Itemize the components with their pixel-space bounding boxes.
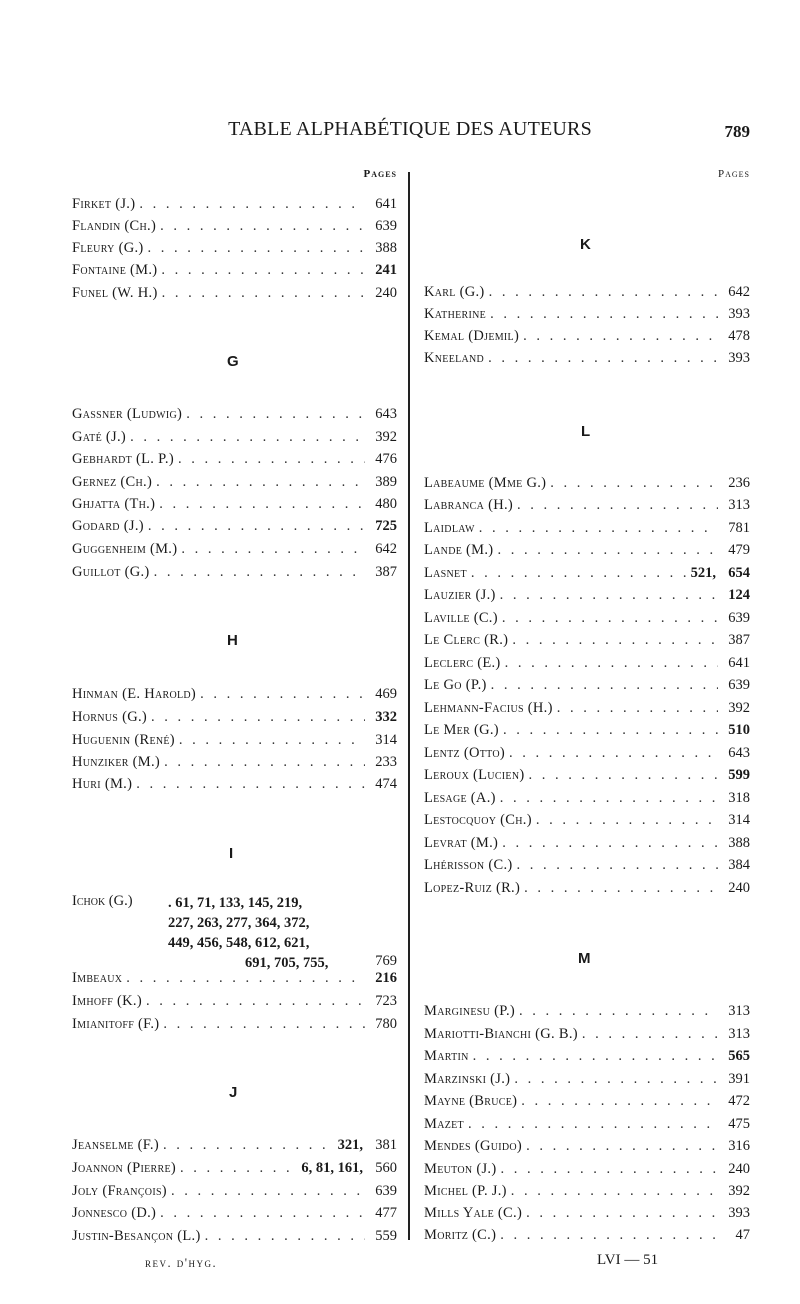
author-name: Katherine: [424, 306, 487, 322]
author-name: Mayne (Bruce): [424, 1093, 518, 1109]
author-name: Justin-Besançon (L.): [72, 1228, 201, 1244]
author-name: Fontaine (M.): [72, 262, 158, 278]
leader-dots: [156, 471, 365, 493]
author-name: Le Mer (G.): [424, 722, 499, 738]
leader-dots: [500, 787, 718, 809]
index-entry: [424, 629, 750, 651]
index-entry: [72, 1013, 397, 1035]
author-name: Leroux (Lucien): [424, 767, 525, 783]
index-entry: [424, 1045, 750, 1067]
page-ref: 318: [728, 790, 750, 806]
page-ref: 560: [375, 1160, 397, 1176]
leader-dots: [154, 561, 365, 583]
page-ref: 469: [375, 686, 397, 702]
index-entry: [424, 832, 750, 854]
page-ref: 392: [728, 700, 750, 716]
leader-dots: [502, 607, 718, 629]
leader-dots: [473, 1045, 718, 1067]
page-ref: 475: [728, 1116, 750, 1132]
leader-dots: [148, 515, 365, 537]
leader-dots: [162, 282, 365, 304]
page-ref: 393: [728, 1205, 750, 1221]
leader-dots: [180, 1157, 297, 1179]
page-ref: 316: [728, 1138, 750, 1154]
section-letter-h: H: [227, 632, 238, 649]
author-name: Marginesu (P.): [424, 1003, 516, 1019]
leader-dots: [151, 706, 365, 728]
page-ref: 313: [728, 1026, 750, 1042]
leader-dots: [179, 729, 365, 751]
author-name: Moritz (C.): [424, 1227, 497, 1243]
index-entry: [424, 742, 750, 764]
page-ref: 769: [375, 953, 397, 969]
author-name: Ghjatta (Th.): [72, 496, 156, 512]
leader-dots: [511, 1180, 718, 1202]
author-name: Jeanselme (F.): [72, 1137, 159, 1153]
section-letter-m: M: [578, 950, 591, 967]
leader-dots: [505, 652, 718, 674]
page-ref: 479: [728, 542, 750, 558]
footer-journal-abbrev: rev. d'hyg.: [145, 1256, 218, 1270]
index-entry: [72, 237, 397, 259]
page-ref-extra: 321,: [337, 1137, 363, 1153]
page-ref: 643: [375, 406, 397, 422]
leader-dots: [500, 1158, 718, 1180]
author-name: Flandin (Ch.): [72, 218, 157, 234]
author-name: Lopez-Ruiz (R.): [424, 880, 521, 896]
author-name: Imhoff (K.): [72, 993, 142, 1009]
leader-dots: [200, 683, 365, 705]
author-name: Michel (P. J.): [424, 1183, 507, 1199]
author-name: Joly (François): [72, 1183, 167, 1199]
index-entry: [424, 652, 750, 674]
author-name: Firket (J.): [72, 196, 136, 212]
author-name: Lauzier (J.): [424, 587, 496, 603]
index-entry: [424, 1090, 750, 1112]
page-ref: 392: [375, 429, 397, 445]
leader-dots: [497, 539, 718, 561]
index-entry: [424, 1224, 750, 1246]
leader-dots: [489, 281, 718, 303]
leader-dots: [529, 764, 719, 786]
leader-dots: [181, 538, 365, 560]
leader-dots: [146, 990, 365, 1012]
page-ref: 314: [375, 732, 397, 748]
page-ref: 480: [375, 496, 397, 512]
leader-dots: [557, 697, 718, 719]
index-entry: [424, 472, 750, 494]
leader-dots: [164, 751, 365, 773]
index-entry: [72, 1157, 397, 1179]
page-ref: 391: [728, 1071, 750, 1087]
column-divider: [408, 172, 410, 1240]
page-ref: 392: [728, 1183, 750, 1199]
page-ref: 384: [728, 857, 750, 873]
page-ref: 510: [728, 722, 750, 738]
leader-dots: [148, 237, 365, 259]
index-entry: [424, 303, 750, 325]
column-header-pages-right: Pages: [717, 168, 750, 180]
author-name: Labranca (H.): [424, 497, 514, 513]
author-name: Labeaume (Mme G.): [424, 475, 547, 491]
index-entry: [424, 325, 750, 347]
page-refs-line: 691, 705, 755,: [245, 955, 329, 971]
author-name: Kemal (Djemil): [424, 328, 520, 344]
index-entry: [424, 1135, 750, 1157]
page-ref: 639: [728, 677, 750, 693]
page-ref: 476: [375, 451, 397, 467]
leader-dots: [514, 1068, 718, 1090]
index-entry: [72, 1225, 397, 1247]
section-letter-k: K: [580, 236, 591, 253]
section-letter-l: L: [581, 423, 591, 440]
leader-dots: [512, 629, 718, 651]
author-name: Huri (M.): [72, 776, 133, 792]
page-ref: 472: [728, 1093, 750, 1109]
author-name: Imbeaux: [72, 970, 123, 986]
author-name: Guggenheim (M.): [72, 541, 178, 557]
page-ref: 723: [375, 993, 397, 1009]
author-name: Marzinski (J.): [424, 1071, 511, 1087]
page-ref: 642: [728, 284, 750, 300]
leader-dots: [139, 193, 365, 215]
leader-dots: [178, 448, 365, 470]
page-title: TABLE ALPHABÉTIQUE DES AUTEURS: [228, 118, 592, 140]
author-name: Gernez (Ch.): [72, 474, 153, 490]
leader-dots: [490, 303, 718, 325]
author-name: Lestocquoy (Ch.): [424, 812, 532, 828]
author-name: Hunziker (M.): [72, 754, 161, 770]
page-ref: 654: [728, 565, 750, 581]
page-ref: 241: [375, 262, 397, 278]
index-entry: [424, 1000, 750, 1022]
author-name: Guillot (G.): [72, 564, 150, 580]
author-name: Le Go (P.): [424, 677, 487, 693]
leader-dots: [517, 494, 718, 516]
page-ref: 643: [728, 745, 750, 761]
index-entry: [424, 539, 750, 561]
index-entry: [424, 584, 750, 606]
page-ref: 478: [728, 328, 750, 344]
index-entry: [424, 877, 750, 899]
index-entry: [72, 1134, 397, 1156]
author-name: Fleury (G.): [72, 240, 144, 256]
author-name: Funel (W. H.): [72, 285, 158, 301]
author-name: Lesage (A.): [424, 790, 496, 806]
index-entry: [424, 1113, 750, 1135]
index-entry: [424, 281, 750, 303]
leader-dots: [500, 584, 718, 606]
index-entry: [424, 1180, 750, 1202]
page-ref: 393: [728, 306, 750, 322]
author-name: Levrat (M.): [424, 835, 499, 851]
index-entry: [424, 719, 750, 741]
leader-dots: [550, 472, 718, 494]
page-ref: 559: [375, 1228, 397, 1244]
index-entry: [424, 764, 750, 786]
index-entry: [424, 1158, 750, 1180]
leader-dots: [159, 493, 365, 515]
index-entry: [72, 493, 397, 515]
index-entry: [72, 683, 397, 705]
index-entry: [72, 259, 397, 281]
page-ref: 780: [375, 1016, 397, 1032]
author-name: Imianitoff (F.): [72, 1016, 160, 1032]
page-ref: 240: [728, 1161, 750, 1177]
page-ref-extra: 6, 81, 161,: [301, 1160, 363, 1176]
author-name: Mazet: [424, 1116, 464, 1132]
page-ref: 314: [728, 812, 750, 828]
index-entry: [424, 1068, 750, 1090]
page-ref: 639: [375, 1183, 397, 1199]
index-entry: [72, 515, 397, 537]
index-entry: [72, 729, 397, 751]
index-entry: [72, 751, 397, 773]
page-ref: 381: [375, 1137, 397, 1153]
leader-dots: [523, 325, 718, 347]
page-ref: 387: [728, 632, 750, 648]
author-name: Karl (G.): [424, 284, 485, 300]
leader-dots: [161, 259, 365, 281]
leader-dots: [163, 1013, 365, 1035]
leader-dots: [519, 1000, 718, 1022]
page-ref: 240: [728, 880, 750, 896]
section-letter-i: I: [229, 845, 234, 862]
index-entry: [72, 403, 397, 425]
leader-dots: [479, 517, 718, 539]
leader-dots: [160, 215, 365, 237]
page-ref: 781: [728, 520, 750, 536]
index-entry: [424, 494, 750, 516]
leader-dots: [502, 832, 718, 854]
author-name: Meuton (J.): [424, 1161, 497, 1177]
column-header-pages-left: Pages: [363, 168, 397, 180]
page-ref: 642: [375, 541, 397, 557]
leader-dots: [163, 1134, 334, 1156]
page-ref: 233: [375, 754, 397, 770]
author-name: Gebhardt (L. P.): [72, 451, 174, 467]
page-ref: 639: [375, 218, 397, 234]
leader-dots: [526, 1135, 718, 1157]
leader-dots: [160, 1202, 365, 1224]
index-entry: [72, 471, 397, 493]
index-entry: [424, 607, 750, 629]
page-refs-line: 449, 456, 548, 612, 621,: [168, 935, 310, 951]
index-entry: [72, 990, 397, 1012]
author-name: Joannon (Pierre): [72, 1160, 177, 1176]
footer-signature: LVI — 51: [597, 1252, 659, 1268]
page-ref: 388: [375, 240, 397, 256]
page-ref: 389: [375, 474, 397, 490]
author-name: Ichok (G.): [72, 893, 133, 909]
index-entry: [72, 1202, 397, 1224]
page-ref: 641: [375, 196, 397, 212]
leader-dots: [471, 562, 687, 584]
page-ref: 393: [728, 350, 750, 366]
index-entry: [72, 967, 397, 989]
leader-dots: [503, 719, 718, 741]
index-entry: [72, 706, 397, 728]
page-ref: 313: [728, 1003, 750, 1019]
author-name: Laidlaw: [424, 520, 475, 536]
page-ref: 565: [728, 1048, 750, 1064]
page-refs-line: . 61, 71, 133, 145, 219,: [168, 895, 303, 911]
page-ref: 477: [375, 1205, 397, 1221]
leader-dots: [491, 674, 718, 696]
page-ref: 725: [375, 518, 397, 534]
author-name: Lhérisson (C.): [424, 857, 513, 873]
author-name: Lentz (Otto): [424, 745, 506, 761]
leader-dots: [186, 403, 365, 425]
index-entry: [424, 787, 750, 809]
index-entry: [72, 561, 397, 583]
leader-dots: [500, 1224, 718, 1246]
page-ref: 332: [375, 709, 397, 725]
leader-dots: [171, 1180, 365, 1202]
author-name: Lehmann-Facius (H.): [424, 700, 553, 716]
section-letter-g: G: [227, 353, 239, 370]
index-entry: [424, 674, 750, 696]
author-name: Huguenin (René): [72, 732, 175, 748]
leader-dots: [509, 742, 718, 764]
author-name: Lande (M.): [424, 542, 494, 558]
author-name: Mendes (Guido): [424, 1138, 523, 1154]
author-name: Gassner (Ludwig): [72, 406, 183, 422]
index-entry: [72, 282, 397, 304]
page-refs-line: 227, 263, 277, 364, 372,: [168, 915, 310, 931]
page-ref-extra: 521,: [690, 565, 716, 581]
author-name: Mariotti-Bianchi (G. B.): [424, 1026, 578, 1042]
leader-dots: [526, 1202, 718, 1224]
author-name: Godard (J.): [72, 518, 144, 534]
index-entry: [72, 538, 397, 560]
index-entry: [424, 517, 750, 539]
section-letter-j: J: [229, 1084, 238, 1101]
index-entry: [72, 1180, 397, 1202]
author-name: Hinman (E. Harold): [72, 686, 197, 702]
index-entry: [424, 347, 750, 369]
page-ref: 387: [375, 564, 397, 580]
author-name: Laville (C.): [424, 610, 498, 626]
page-ref: 313: [728, 497, 750, 513]
index-entry: [424, 1023, 750, 1045]
author-name: Martin: [424, 1048, 469, 1064]
page-number: 789: [724, 122, 750, 141]
leader-dots: [582, 1023, 718, 1045]
leader-dots: [521, 1090, 718, 1112]
index-entry: [72, 193, 397, 215]
leader-dots: [205, 1225, 365, 1247]
page-ref: 47: [735, 1227, 750, 1243]
leader-dots: [488, 347, 718, 369]
author-name: Mills Yale (C.): [424, 1205, 523, 1221]
leader-dots: [536, 809, 718, 831]
leader-dots: [130, 426, 365, 448]
page-ref: 599: [728, 767, 750, 783]
page-ref: 236: [728, 475, 750, 491]
leader-dots: [524, 877, 718, 899]
leader-dots: [126, 967, 365, 989]
page-ref: 216: [375, 970, 397, 986]
index-entry: [72, 215, 397, 237]
page-ref: 388: [728, 835, 750, 851]
author-name: Gaté (J.): [72, 429, 127, 445]
page-ref: 474: [375, 776, 397, 792]
author-name: Lasnet: [424, 565, 467, 581]
index-entry: [424, 809, 750, 831]
leader-dots: [517, 854, 718, 876]
index-entry: [424, 854, 750, 876]
author-name: Le Clerc (R.): [424, 632, 509, 648]
page-ref: 641: [728, 655, 750, 671]
page-ref: 240: [375, 285, 397, 301]
index-entry: [72, 773, 397, 795]
index-entry: [72, 426, 397, 448]
leader-dots: [468, 1113, 718, 1135]
leader-dots: [136, 773, 365, 795]
page-ref: 639: [728, 610, 750, 626]
page-ref: 124: [728, 587, 750, 603]
index-entry: [72, 448, 397, 470]
index-entry: [424, 1202, 750, 1224]
index-entry: [424, 562, 750, 584]
author-name: Hornus (G.): [72, 709, 148, 725]
index-entry: [424, 697, 750, 719]
author-name: Leclerc (E.): [424, 655, 501, 671]
author-name: Kneeland: [424, 350, 485, 366]
author-name: Jonnesco (D.): [72, 1205, 157, 1221]
